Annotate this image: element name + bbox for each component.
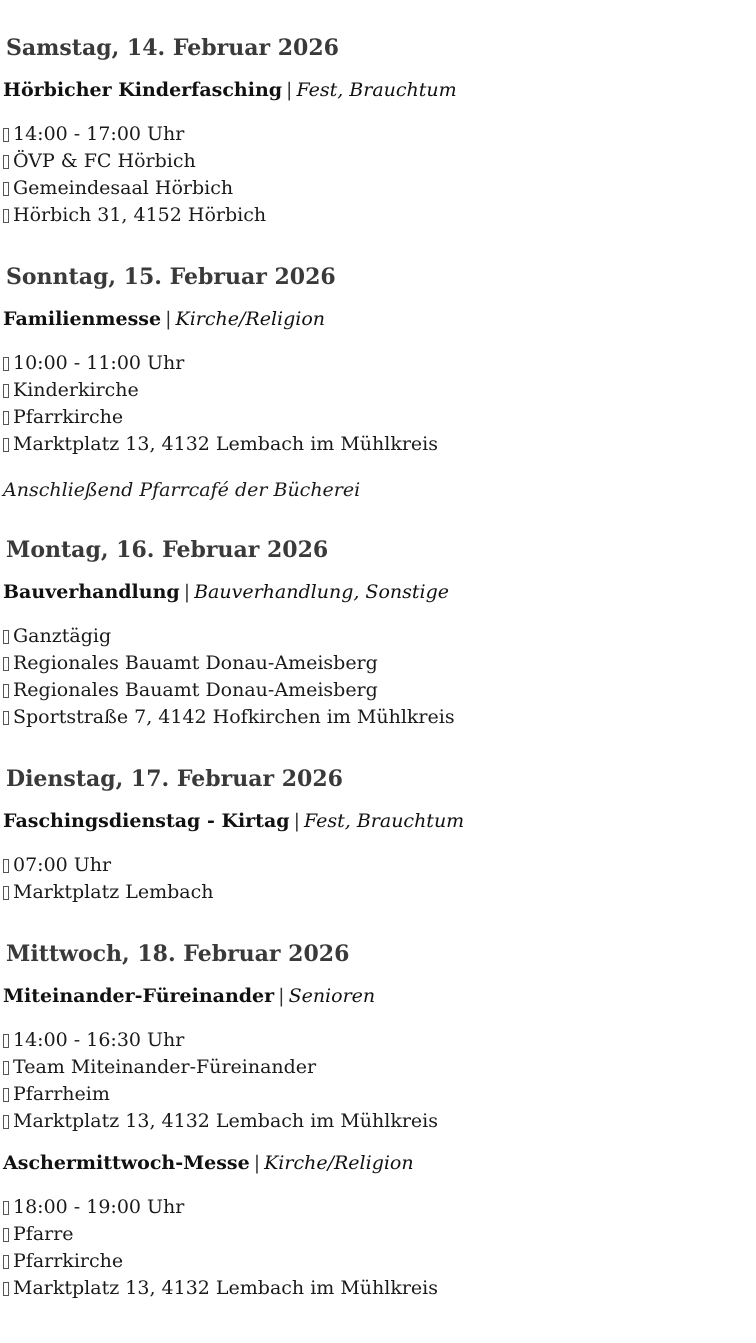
event-detail-text: 14:00 - 17:00 Uhr xyxy=(13,123,185,145)
event-detail-row xyxy=(3,431,756,458)
event-detail-row xyxy=(3,1054,756,1081)
event-detail-text: Regionales Bauamt Donau-Ameisberg xyxy=(13,679,378,701)
venue-icon xyxy=(3,182,9,196)
day-heading: Mittwoch, 18. Februar 2026 xyxy=(6,941,350,967)
day-heading: Montag, 16. Februar 2026 xyxy=(6,537,329,563)
event-title-line xyxy=(3,809,756,833)
title-separator: | xyxy=(183,581,191,603)
event-detail-row xyxy=(3,1081,756,1108)
title-separator: | xyxy=(253,1152,261,1174)
event-detail-text: 10:00 - 11:00 Uhr xyxy=(13,352,185,374)
venue-icon xyxy=(3,411,9,425)
day-heading: Sonntag, 15. Februar 2026 xyxy=(6,264,336,290)
event-detail-row xyxy=(3,377,756,404)
event-title-line xyxy=(3,984,756,1008)
venue-icon xyxy=(3,684,9,698)
location-pin-icon xyxy=(3,1282,9,1296)
venue-icon xyxy=(3,1088,9,1102)
event-title[interactable]: Miteinander-Füreinander xyxy=(3,985,275,1007)
event-detail-text: ÖVP & FC Hörbich xyxy=(13,150,196,172)
event-title[interactable]: Faschingsdienstag - Kirtag xyxy=(3,810,290,832)
location-pin-icon xyxy=(3,209,9,223)
day-heading: Dienstag, 17. Februar 2026 xyxy=(6,766,343,792)
event-entry xyxy=(3,580,756,731)
event-detail-row xyxy=(3,202,756,229)
clock-icon xyxy=(3,357,9,371)
event-title[interactable]: Familienmesse xyxy=(3,308,162,330)
event-entry xyxy=(3,78,756,229)
title-separator: | xyxy=(286,79,293,101)
event-detail-text: 07:00 Uhr xyxy=(13,854,112,876)
event-detail-row xyxy=(3,650,756,677)
event-category: Kirche/Religion xyxy=(175,308,326,330)
organizer-icon xyxy=(3,155,9,169)
event-details xyxy=(3,1194,756,1302)
clock-icon xyxy=(3,859,9,873)
event-category: Fest, Brauchtum xyxy=(303,810,465,832)
day-section xyxy=(3,0,756,229)
event-details xyxy=(3,121,756,229)
event-detail-row xyxy=(3,704,756,731)
event-detail-text: Team Miteinander-Füreinander xyxy=(13,1056,317,1078)
event-title-line xyxy=(3,1151,756,1175)
event-detail-text: Pfarrheim xyxy=(13,1083,110,1105)
day-section xyxy=(3,229,756,502)
clock-icon xyxy=(3,128,9,142)
event-detail-row xyxy=(3,1194,756,1221)
event-title-line xyxy=(3,580,756,604)
event-title[interactable]: Bauverhandlung xyxy=(3,581,180,603)
event-detail-text: Marktplatz 13, 4132 Lembach im Mühlkreis xyxy=(13,1110,439,1132)
event-detail-row xyxy=(3,879,756,906)
event-detail-text: 18:00 - 19:00 Uhr xyxy=(13,1196,185,1218)
event-detail-text: Pfarrkirche xyxy=(13,1250,124,1272)
day-section xyxy=(3,906,756,1302)
event-detail-row xyxy=(3,852,756,879)
event-detail-row xyxy=(3,1221,756,1248)
location-pin-icon xyxy=(3,438,9,452)
event-detail-text: Regionales Bauamt Donau-Ameisberg xyxy=(13,652,378,674)
event-detail-row xyxy=(3,350,756,377)
event-detail-text: Gemeindesaal Hörbich xyxy=(13,177,234,199)
event-detail-text: Pfarre xyxy=(13,1223,74,1245)
event-entry xyxy=(3,307,756,502)
event-detail-text: Ganztägig xyxy=(13,625,112,647)
event-details xyxy=(3,350,756,458)
event-note: Anschließend Pfarrcafé der Bücherei xyxy=(3,479,361,501)
event-detail-text: Hörbich 31, 4152 Hörbich xyxy=(13,204,267,226)
location-pin-icon xyxy=(3,711,9,725)
event-detail-row xyxy=(3,1027,756,1054)
day-section xyxy=(3,502,756,731)
organizer-icon xyxy=(3,657,9,671)
event-title[interactable]: Hörbicher Kinderfasching xyxy=(3,79,283,101)
event-detail-row xyxy=(3,404,756,431)
event-detail-text: Marktplatz Lembach xyxy=(13,881,214,903)
event-category: Fest, Brauchtum xyxy=(296,79,457,101)
event-details xyxy=(3,1027,756,1135)
event-detail-text: Marktplatz 13, 4132 Lembach im Mühlkreis xyxy=(13,433,439,455)
event-detail-row xyxy=(3,1275,756,1302)
event-category: Kirche/Religion xyxy=(264,1152,414,1174)
event-detail-row xyxy=(3,121,756,148)
clock-icon xyxy=(3,1201,9,1215)
clock-icon xyxy=(3,1034,9,1048)
title-separator: | xyxy=(278,985,285,1007)
location-pin-icon xyxy=(3,886,9,900)
organizer-icon xyxy=(3,384,9,398)
event-detail-row xyxy=(3,148,756,175)
event-detail-text: Marktplatz 13, 4132 Lembach im Mühlkreis xyxy=(13,1277,439,1299)
event-entry xyxy=(3,984,756,1135)
event-detail-row xyxy=(3,1248,756,1275)
event-detail-row xyxy=(3,623,756,650)
event-title-line xyxy=(3,78,756,102)
day-section xyxy=(3,731,756,906)
venue-icon xyxy=(3,1255,9,1269)
event-detail-row xyxy=(3,175,756,202)
event-detail-row xyxy=(3,677,756,704)
event-category: Senioren xyxy=(288,985,376,1007)
organizer-icon xyxy=(3,1061,9,1075)
title-separator: | xyxy=(165,308,172,330)
event-entry xyxy=(3,1151,756,1302)
event-details xyxy=(3,852,756,906)
event-detail-row xyxy=(3,1108,756,1135)
event-detail-text: Sportstraße 7, 4142 Hofkirchen im Mühlkreis xyxy=(13,706,455,728)
day-heading: Samstag, 14. Februar 2026 xyxy=(6,35,339,61)
event-detail-text: Pfarrkirche xyxy=(13,406,124,428)
event-title[interactable]: Aschermittwoch-Messe xyxy=(3,1152,250,1174)
event-detail-text: Kinderkirche xyxy=(13,379,139,401)
title-separator: | xyxy=(293,810,300,832)
event-title-line xyxy=(3,307,756,331)
event-detail-text: 14:00 - 16:30 Uhr xyxy=(13,1029,185,1051)
event-entry xyxy=(3,809,756,906)
clock-icon xyxy=(3,630,9,644)
location-pin-icon xyxy=(3,1115,9,1129)
event-details xyxy=(3,623,756,731)
organizer-icon xyxy=(3,1228,9,1242)
event-category: Bauverhandlung, Sonstige xyxy=(194,581,449,603)
